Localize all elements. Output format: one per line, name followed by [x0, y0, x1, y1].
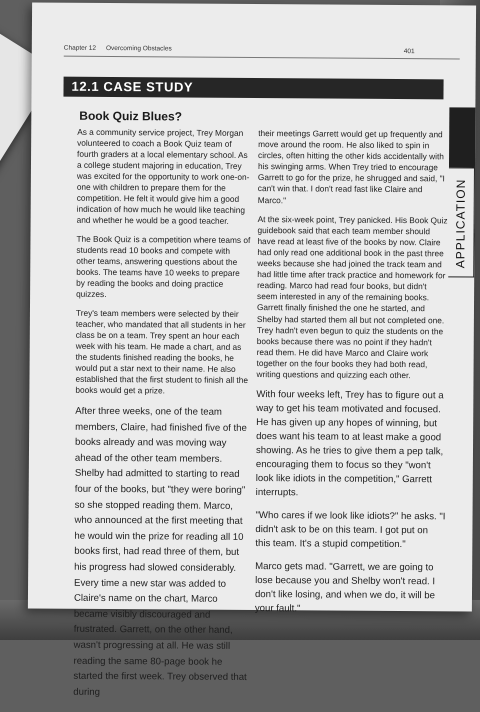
paragraph: At the six-week point, Trey panicked. His Book Quiz guidebook said that each team member should have read at least five of the books by now. Claire had only read one additional book in the past three weeks because she had joined the track team and had little time after track practice and homework for reading. Marco had read four books, but didn't seem interested in any of the remaining books. Garrett finally finished the one he started, and Shelby had started them all but not completed one. Trey hadn't even begun to quiz the students on the books because there was no point if they hadn't read them. He did have Marco and Claire work together on the four books they had both read, writing questions and quizzing each other. — [256, 213, 448, 381]
paragraph: "Who cares if we look like idiots?" he asks. "I didn't ask to be on this team. I got put on this team. It's a stupid competition." — [255, 510, 446, 551]
section-banner: 12.1 CASE STUDY — [63, 77, 443, 100]
paragraph: Trey's team members were selected by their teacher, who mandated that all students in her class be on a team. Trey spent an hour each week with his team. He made a chart, and as the students finished reading the books, he would put a star next to their name. He also established that the first student to finish all the books would get a prize. — [75, 307, 249, 396]
left-column — [73, 127, 251, 710]
paragraph: After three weeks, one of the team members, Claire, had finished five of the books already and was moving way ahead of the other team members. Shelby had admitted to starting to read four of the books, but "they were boring" so she stopped reading them. Marco, who announced at the first meeting that he would win the prize for reading all 10 books first, had read three of them, but his progress had slowed considerably. Every time a new star was added to Claire's name on the chart, Marco became visibly discouraged and frustrated. Garrett, on the other hand, wasn't progressing at all. He was still reading the same 80-page book he started the first week. Trey observed that during — [73, 405, 247, 698]
book-page — [28, 2, 476, 698]
chapter-label: Chapter 12 — [63, 44, 96, 52]
paragraph: The Book Quiz is a competition where teams of students read 10 books and compete with other teams, answering questions about the books. The teams have 10 weeks to prepare by reading the books and doing practice quizzes. — [76, 233, 251, 299]
paragraph: With four weeks left, Trey has to figure out a way to get his team motivated and focused. He has given up any hopes of winning, but does want his team to at least make a good showing. As he tries to give them a pep talk, encouraging them to focus so they "won't look like idiots in the competition," Garrett interrupts. — [255, 389, 444, 499]
side-tab-block — [449, 107, 475, 167]
header-rule — [64, 56, 460, 60]
page-number: 401 — [403, 48, 415, 56]
chapter-title: Overcoming Obstacles — [105, 44, 172, 53]
paragraph: their meetings Garrett would get up frequently and move around the room. He also liked to spin in circles, often hitting the other kids accidentally with his swinging arms. When Trey tried to encourage Garrett to go for the prize, he shrugged and said, "I can't win that. I don't read fast like Claire and Marco." — [257, 128, 445, 205]
story-title: Book Quiz Blues? — [79, 108, 183, 124]
right-column — [255, 128, 448, 626]
paragraph: Marco gets mad. "Garrett, we are going to lose because you and Shelby won't read. I don't like losing, and when we do, it will be your fault." — [254, 561, 436, 615]
running-head — [64, 45, 172, 53]
paragraph: As a community service project, Trey Morgan volunteered to coach a Book Quiz team of fourth graders at a local elementary school. As a college student majoring in education, Trey was excited for the opportunity to work one-on-one with children to prepare them for the competition. He felt it would give him a good indication of how much he would like teaching and whether he would be a good teacher. — [76, 126, 250, 226]
side-tab-label: APPLICATION — [453, 178, 468, 269]
